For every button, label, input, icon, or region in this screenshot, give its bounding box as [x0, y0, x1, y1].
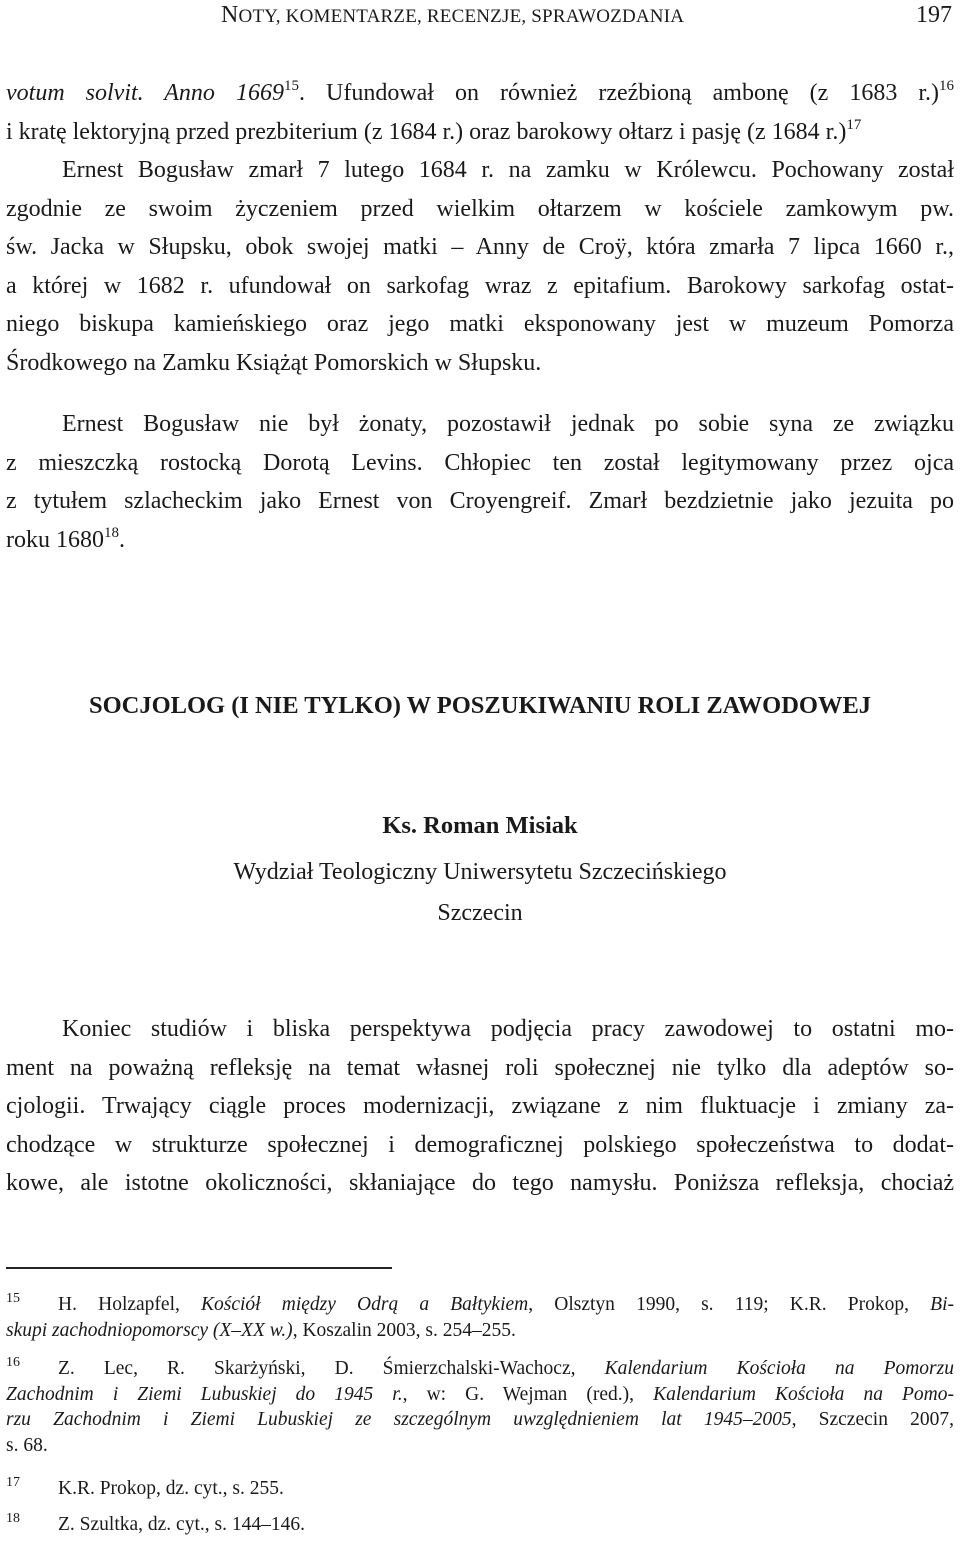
text-line: Koniec studiów i bliska perspektywa podjęcia pracy zawodowej to ostatni mo- — [62, 1016, 954, 1042]
paragraph-1 — [6, 74, 954, 382]
text-line: zgodnie ze swoim życzeniem przed wielkim ołtarzem w kościele zamkowym pw. — [6, 195, 954, 222]
text-line: ment na poważną refleksję na temat własnej roli społecznej nie tylko dla adeptów so- — [6, 1054, 954, 1081]
affiliation-city: Szczecin — [437, 900, 523, 926]
article-title: SOCJOLOG (I NIE TYLKO) W POSZUKIWANIU ROLI ZAWODOWEJ — [88, 692, 872, 719]
footnote-17 — [6, 1476, 954, 1502]
text-line: Ernest Bogusław nie był żonaty, pozostawił jednak po sobie syna ze związku — [62, 411, 954, 437]
text-line: kowe, ale istotne okoliczności, skłaniające do tego namysłu. Poniższa refleksja, chociaż — [6, 1170, 954, 1196]
text-line: Ernest Bogusław zmarł 7 lutego 1684 r. na zamku w Królewcu. Pochowany został — [62, 157, 954, 183]
footnote-line: 15 H. Holzapfel, Kościół między Odrą a Bałtykiem, Olsztyn 1990, s. 119; K.R. Prokop, Bi- — [6, 1291, 954, 1315]
footnote-ref-16: 16 — [939, 78, 955, 94]
footnote-line: rzu Zachodnim i Ziemi Lubuskiej ze szczególnym uwzględnieniem lat 1945–2005, Szczecin 2007, — [6, 1409, 954, 1430]
text-line: z tytułem szlacheckim jako Ernest von Croyengreif. Zmarł bezdzietnie jako jezuita po — [6, 488, 954, 514]
footnote-ref-15: 15 — [283, 78, 299, 94]
footnote-line: Zachodnim i Ziemi Lubuskiej do 1945 r., w: G. Wejman (red.), Kalendarium Kościoła na Pomo- — [6, 1383, 955, 1405]
text-line: chodzące w strukturze społecznej i demograficznej polskiego społeczeństwa to dodat- — [6, 1131, 954, 1158]
footnote-line: 16 Z. Lec, R. Skarżyński, D. Śmierzchalski-Wachocz, Kalendarium Kościoła na Pomorzu — [6, 1355, 954, 1379]
text-line: z mieszczką rostocką Dorotą Levins. Chłopiec ten został legitymowany przez ojca — [6, 449, 954, 476]
paragraph-3 — [6, 1010, 954, 1203]
text-line: votum solvit. Anno 1669$^{15}$. Ufundował on również rzeźbioną ambonę (z 1683 r.)$^{16}$ — [6, 78, 955, 106]
text-line: cjologii. Trwający ciągle proces modernizacji, związane z nim fluktuacje i zmiany za- — [6, 1093, 954, 1119]
footnote-separator — [6, 1267, 392, 1269]
running-head: NOTY, KOMENTARZE, RECENZJE, SPRAWOZDANIA — [221, 2, 685, 28]
page-number: 197 — [916, 2, 952, 28]
paragraph-2 — [6, 405, 954, 559]
footnote-18 — [6, 1512, 954, 1538]
footnote-ref-17: 17 — [846, 116, 862, 133]
text-line: a której w 1682 r. ufundował on sarkofag wraz z epitafium. Barokowy sarkofag ostat- — [6, 272, 954, 299]
text-line: roku 1680$^{18}$. — [6, 524, 125, 553]
footnote-ref-18: 18 — [104, 524, 119, 541]
footnote-line: skupi zachodniopomorscy (X–XX w.), Koszalin 2003, s. 254–255. — [6, 1319, 516, 1341]
text-line: św. Jacka w Słupsku, obok swojej matki – Anny de Croÿ, która zmarła 7 lipca 1660 r., — [6, 234, 954, 260]
footnote-16 — [6, 1356, 954, 1458]
affiliation-institution: Wydział Teologiczny Uniwersytetu Szczecińskiego — [233, 859, 727, 885]
page-header — [6, 0, 954, 40]
footnote-line: 17 K.R. Prokop, dz. cyt., s. 255. — [6, 1475, 284, 1499]
text-line: Środkowego na Zamku Książąt Pomorskich w Słupsku. — [6, 349, 542, 376]
text-line: i kratę lektoryjną przed prezbiterium (z 1684 r.) oraz barokowy ołtarz i pasję (z 1684 r.)$^{17}$ — [6, 116, 862, 145]
footnote-15 — [6, 1292, 954, 1343]
author-affiliation — [0, 852, 960, 934]
text-line: niego biskupa kamieńskiego oraz jego matki eksponowany jest w muzeum Pomorza — [6, 311, 954, 337]
footnote-line: s. 68. — [6, 1434, 48, 1456]
article-author: Ks. Roman Misiak — [382, 812, 578, 839]
footnote-line: 18 Z. Szultka, dz. cyt., s. 144–146. — [6, 1511, 305, 1535]
